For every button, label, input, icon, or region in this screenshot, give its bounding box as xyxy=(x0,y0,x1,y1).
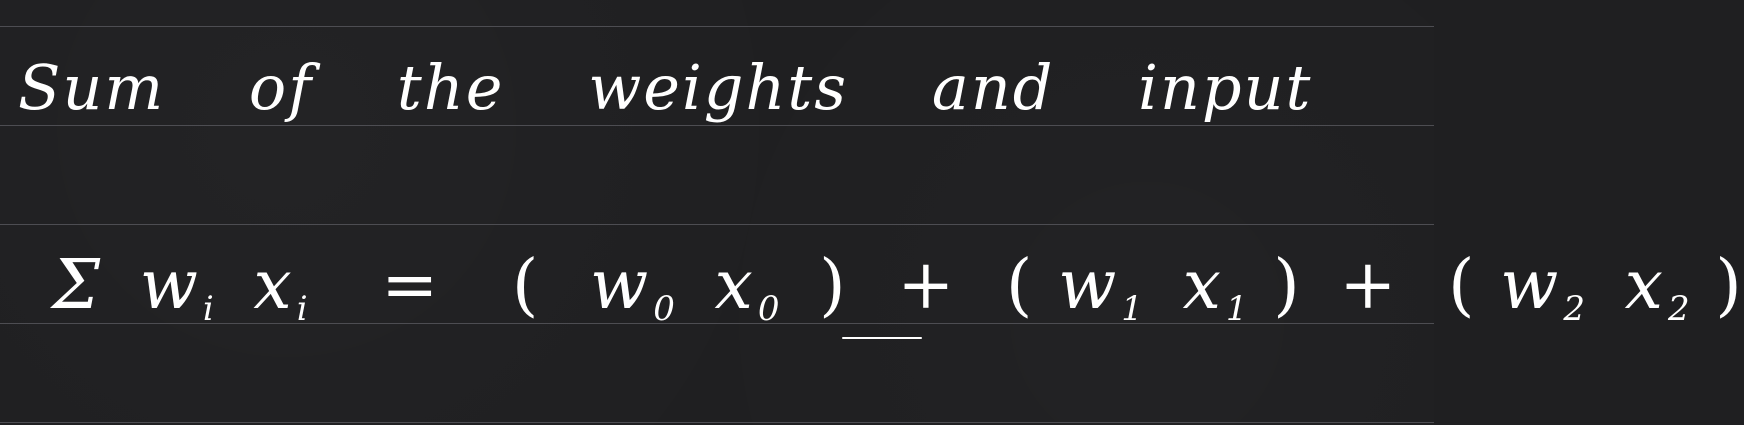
ruled-line xyxy=(0,422,1434,423)
plus-sign: + xyxy=(897,246,957,325)
equals-sign: = xyxy=(381,246,441,325)
term-weight: w xyxy=(1500,246,1561,325)
heading-word: the xyxy=(396,51,505,124)
term-weight: w xyxy=(1058,246,1119,325)
close-paren: ) xyxy=(1715,246,1744,325)
heading-word: of xyxy=(248,51,314,124)
summation-sigma: Σ xyxy=(52,246,103,325)
term-weight-sub: 2 xyxy=(1563,289,1587,329)
plus-sign: + xyxy=(1339,246,1399,325)
heading-word: and xyxy=(931,51,1055,124)
handwritten-heading xyxy=(18,48,1312,128)
term-input: x xyxy=(1624,246,1665,325)
input-index: i xyxy=(296,289,310,329)
term-weight: w xyxy=(590,246,651,325)
heading-word: Sum xyxy=(18,51,166,124)
open-paren: ( xyxy=(511,246,541,325)
ruled-line xyxy=(0,26,1434,27)
term-weight-sub: 0 xyxy=(653,289,677,329)
open-paren: ( xyxy=(1447,246,1477,325)
ruled-line xyxy=(0,224,1434,225)
term-input: x xyxy=(1182,246,1223,325)
close-paren: ) xyxy=(1273,246,1302,325)
open-paren: ( xyxy=(1005,246,1035,325)
term-input: x xyxy=(714,246,755,325)
term-input-sub: 1 xyxy=(1225,289,1250,329)
ink-underline-stroke xyxy=(842,337,922,339)
term-input-sub: 0 xyxy=(757,289,782,329)
heading-word: weights xyxy=(588,51,849,124)
input-symbol: x xyxy=(253,246,294,325)
weight-index: i xyxy=(202,289,216,329)
term-weight-sub: 1 xyxy=(1121,289,1145,329)
handwritten-formula xyxy=(52,238,1744,357)
term-input-sub: 2 xyxy=(1667,289,1692,329)
close-paren: ) xyxy=(819,246,848,325)
heading-word: input xyxy=(1138,51,1313,124)
weight-symbol: w xyxy=(139,246,200,325)
